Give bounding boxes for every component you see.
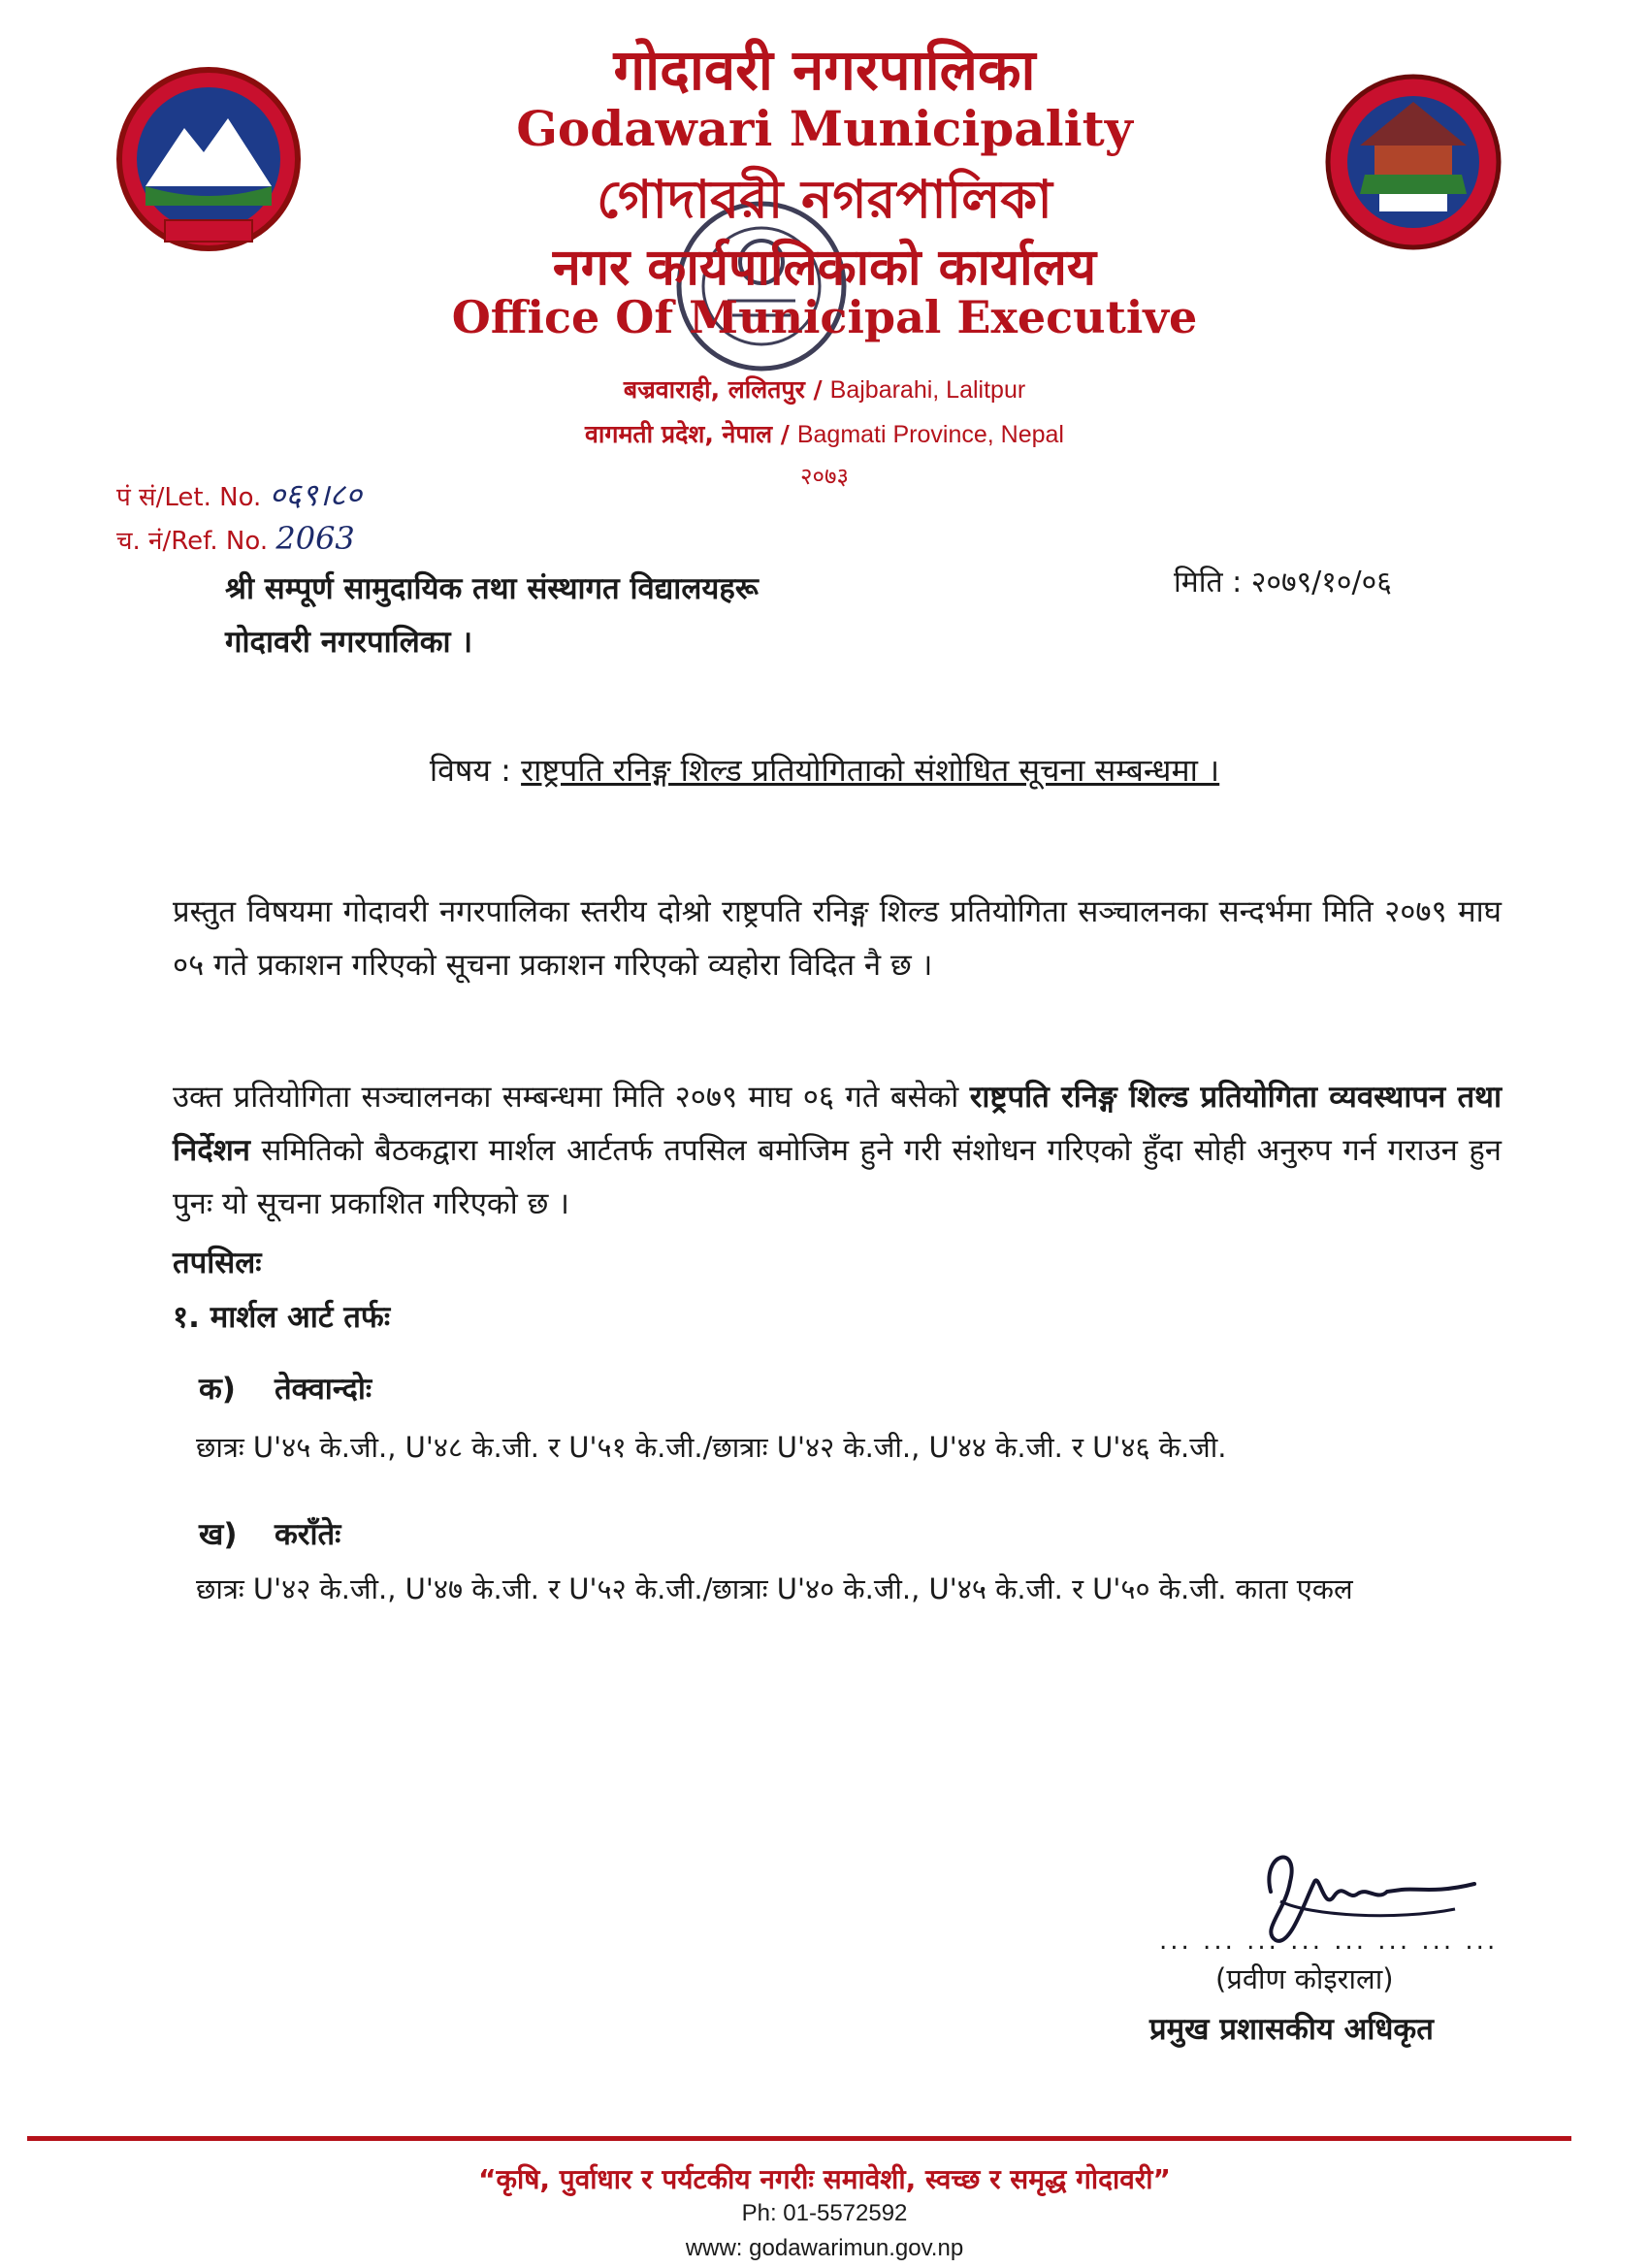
body-paragraph-2 [173, 1071, 1502, 1231]
footer-slogan: “कृषि, पुर्वाधार र पर्यटकीय नगरीः समावेशी, स्वच्छ र समृद्ध गोदावरी” [478, 2163, 1171, 2195]
province-english: Bagmati Province, Nepal [796, 421, 1064, 448]
karate-categories: छात्रः U'४२ के.जी., U'४७ के.जी. र U'५२ के.जी./छात्राः U'४० के.जी., U'४५ के.जी. र U'५० के.जी. काता एकल [196, 1572, 1353, 1605]
province-line [0, 417, 1649, 450]
item-name: कराँतेः [275, 1517, 341, 1552]
signatory-name: (प्रवीण कोइराला) [1215, 1962, 1394, 1995]
item-heading-taekwondo [199, 1368, 372, 1409]
reference-number-label: च. नं/Ref. No. [116, 527, 269, 556]
letter-number-value: ०६९।८० [269, 476, 362, 513]
address-english: Bajbarahi, Lalitpur [829, 376, 1026, 404]
letter-number [116, 473, 362, 515]
item-name: तेक्वान्दोः [275, 1372, 372, 1407]
para2-end: समितिको बैठकद्वारा मार्शल आर्टतर्फ तपसिल बमोजिम हुने गरी संशोधन गरिएको हुँदा सोही अनुरुप गर्न गराउन हुन पुनः यो सूचना प्रकाशित गरिएको छ । [173, 1133, 1502, 1221]
committee-name: राष्ट्रपति रनिङ्ग शिल्ड प्रतियोगिता व्यवस्थापन तथा निर्देशन [173, 1080, 1502, 1168]
municipality-name-nepali: गोदावरी नगरपालिका [613, 37, 1036, 103]
addressee-line-1: श्री सम्पूर्ण सामुदायिक तथा संस्थागत विद्यालयहरू [225, 571, 759, 606]
date-label: मिति : [1174, 566, 1243, 599]
details-heading: तपसिलः [173, 1246, 262, 1280]
address-line [0, 373, 1649, 405]
letter-date [1174, 561, 1392, 600]
established-year: २०७३ [800, 463, 849, 490]
footer-divider [27, 2136, 1571, 2141]
para2-start: उक्त प्रतियोगिता सञ्चालनका सम्बन्धमा मिति २०७९ माघ ०६ गते बसेको [173, 1080, 970, 1115]
body-paragraph-1: प्रस्तुत विषयमा गोदावरी नगरपालिका स्तरीय दोश्रो राष्ट्रपति रनिङ्ग शिल्ड प्रतियोगिता सञ्चालनका सन्दर्भमा मिति २०७९ माघ ०५ गते प्रकाशन गरिएको सूचना प्रकाशन गरिएको व्यहोरा विदित नै छ । [173, 894, 1502, 983]
municipality-name-alt-script: গোদাবরী নগরপালিকা [597, 169, 1052, 230]
province-nepali: वागमती प्रदेश, नेपाल / [585, 420, 790, 448]
signature-dots: ... ... ... ... ... ... ... ... [1159, 1927, 1499, 1956]
office-name-english: Office Of Municipal Executive [451, 291, 1198, 343]
item-label: क) [199, 1372, 236, 1407]
letter-number-label: पं सं/Let. No. [116, 483, 262, 512]
date-value: २०७९/१०/०६ [1250, 566, 1392, 599]
taekwondo-categories: छात्रः U'४५ के.जी., U'४८ के.जी. र U'५१ के.जी./छात्राः U'४२ के.जी., U'४४ के.जी. र U'४६ के.जी. [196, 1431, 1227, 1464]
office-name-nepali: नगर कार्यपालिकाको कार्यालय [552, 239, 1097, 297]
address-nepali: बज्रवाराही, ललितपुर / [623, 375, 823, 404]
addressee-line-2: गोदावरी नगरपालिका । [225, 625, 473, 660]
reference-number [116, 520, 355, 557]
item-heading-karate [199, 1513, 340, 1554]
item-label: ख) [199, 1517, 238, 1552]
subject-label: विषय : [429, 752, 511, 789]
section-heading-martial-art: १. मार्शल आर्ट तर्फः [173, 1300, 391, 1335]
signatory-title: प्रमुख प्रशासकीय अधिकृत [1149, 2012, 1434, 2047]
subject-line [0, 749, 1649, 791]
municipality-name-english: Godawari Municipality [516, 100, 1133, 157]
reference-number-value: 2063 [275, 520, 355, 557]
subject-text: राष्ट्रपति रनिङ्ग शिल्ड प्रतियोगिताको संशोधित सूचना सम्बन्धमा । [521, 752, 1220, 789]
footer-phone: Ph: 01-5572592 [741, 2200, 908, 2226]
footer-website: www: godawarimun.gov.np [685, 2235, 964, 2261]
